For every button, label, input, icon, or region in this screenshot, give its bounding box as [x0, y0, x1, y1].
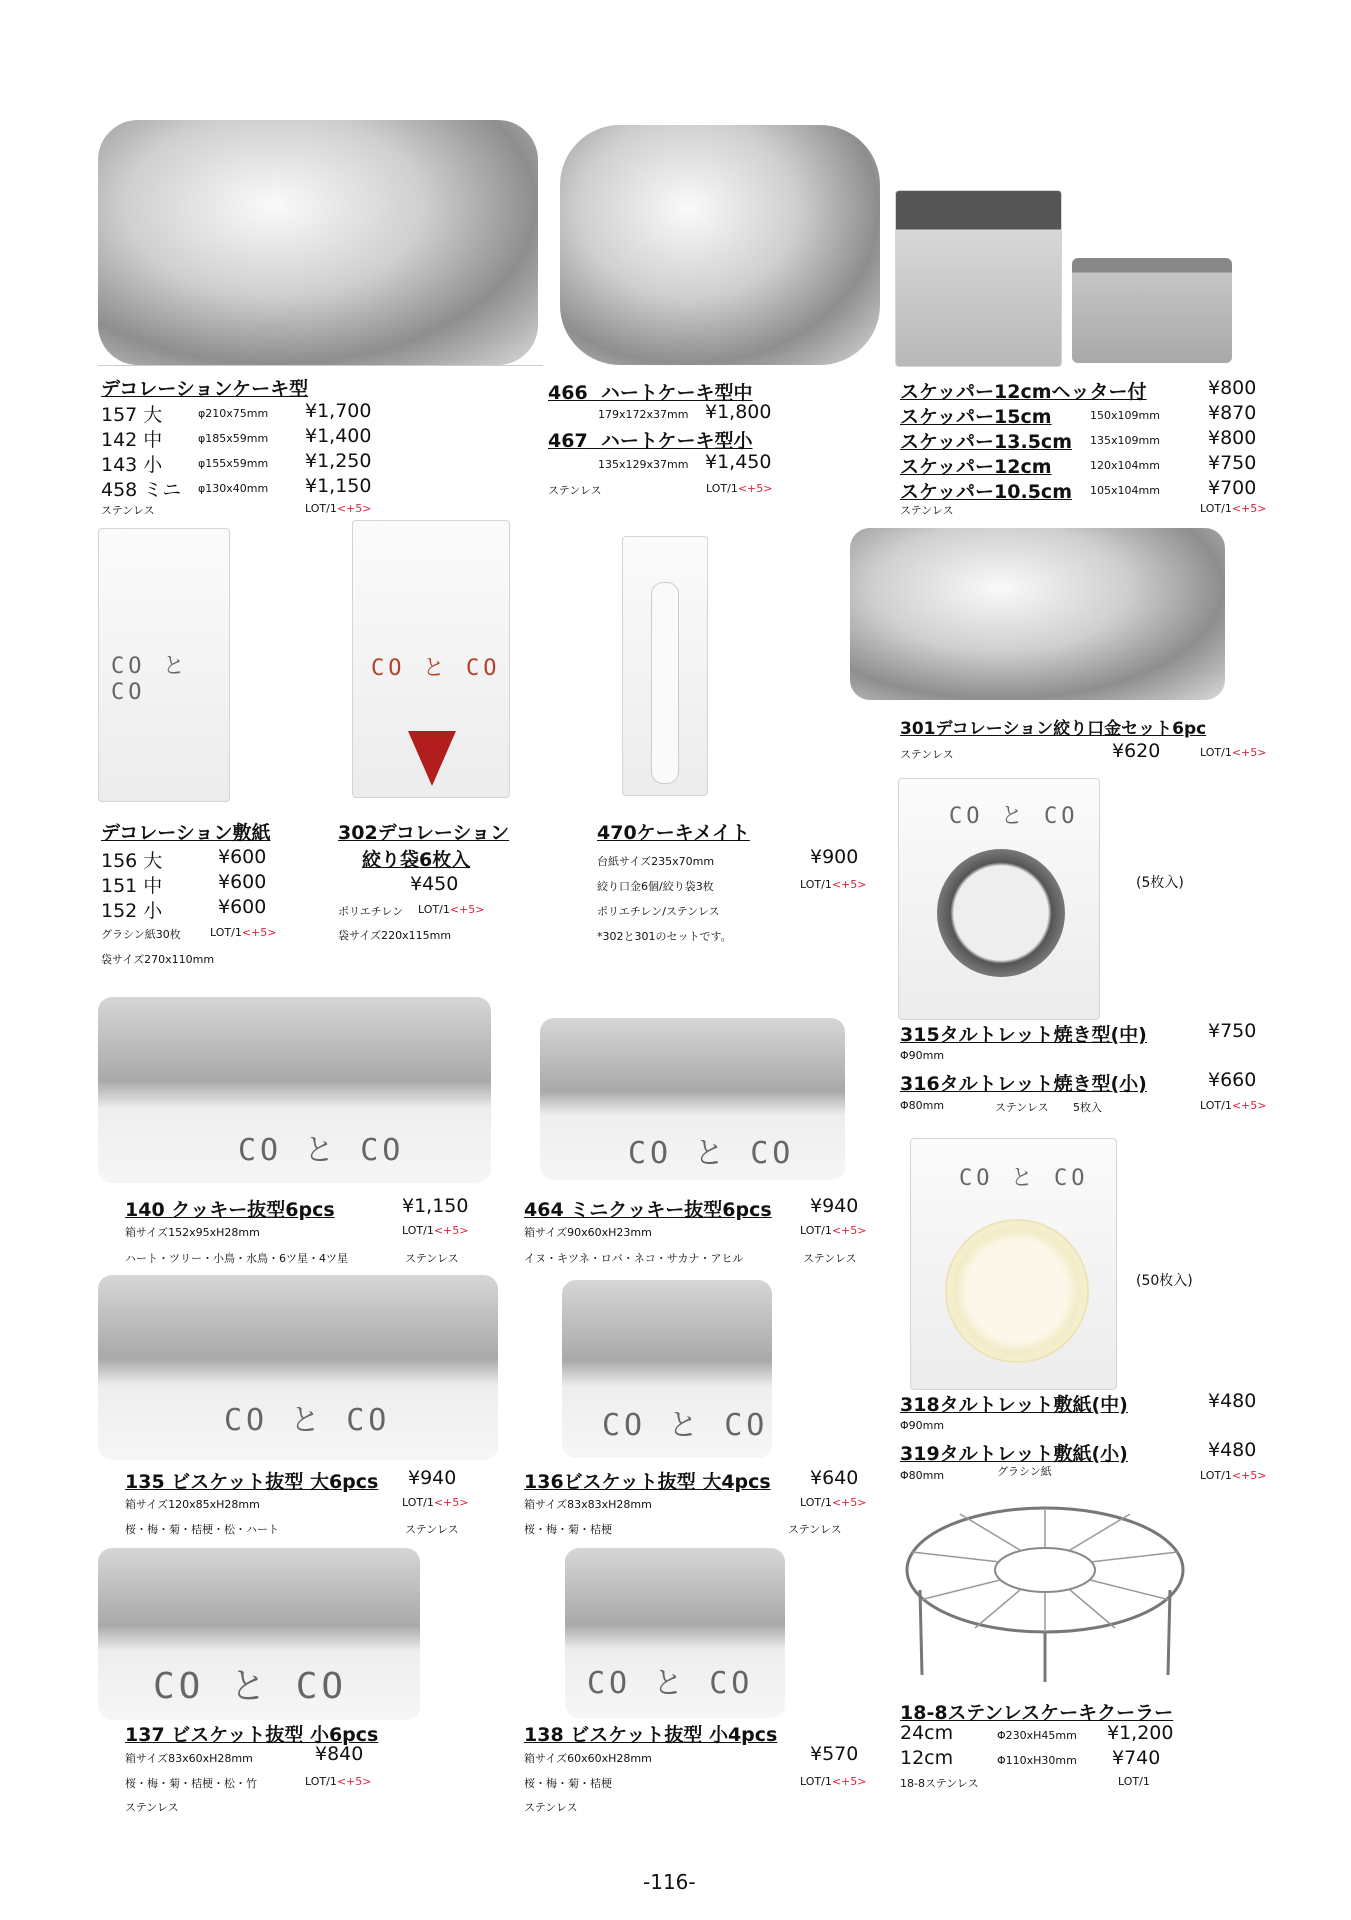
piping-bag-material: ポリエチレン [338, 905, 404, 918]
page-number: -116- [643, 1870, 696, 1894]
decoration-cake-price-2: ¥1,250 [305, 450, 372, 472]
heart-cake-size-1: 135x129x37mm [598, 458, 689, 471]
scraper-price-1: ¥870 [1208, 402, 1257, 424]
cake-mate-line4: *302と301のセットです。 [597, 930, 732, 943]
cooler-price-0: ¥1,200 [1107, 1722, 1174, 1744]
biscuit138-title: 138 ビスケット抜型 小4pcs [524, 1724, 778, 1746]
biscuit138-lot: LOT/1<+5> [800, 1775, 867, 1788]
sheet-note1: グラシン紙30枚 [101, 928, 181, 941]
cake-mate-line1: 台紙サイズ235x70mm [597, 855, 715, 868]
nozzle-set-lot: LOT/1<+5> [1200, 746, 1267, 759]
decoration-cake-size-3: φ130x40mm [198, 482, 269, 495]
sheet-code-0: 156 大 [101, 850, 163, 872]
biscuit135-box-photo [98, 1275, 498, 1460]
heart-cake-price-0: ¥1,800 [705, 401, 772, 423]
biscuit137-shapes: 桜・梅・菊・桔梗・松・竹 [125, 1777, 257, 1790]
tartlet-paper-ring [945, 1219, 1089, 1363]
biscuit136-lot: LOT/1<+5> [800, 1496, 867, 1509]
tartlet-mold-price-1: ¥660 [1208, 1069, 1257, 1091]
cookie140-title: 140 クッキー抜型6pcs [125, 1199, 335, 1221]
decoration-cake-code-1: 142 中 [101, 429, 163, 451]
sheet-price-1: ¥600 [218, 871, 267, 893]
cookie464-title: 464 ミニクッキー抜型6pcs [524, 1199, 772, 1221]
biscuit136-material: ステンレス [788, 1523, 842, 1536]
scraper-size-3: 120x104mm [1090, 459, 1160, 472]
decoration-cake-material: ステンレス [101, 504, 155, 517]
sheet-price-2: ¥600 [218, 896, 267, 918]
biscuit137-box-photo [98, 1548, 420, 1720]
cooler-material: 18-8ステンレス [900, 1777, 979, 1790]
heart-cake-price-1: ¥1,450 [705, 451, 772, 473]
cake-ring-photo [98, 120, 538, 365]
scraper-size-1: 150x109mm [1090, 409, 1160, 422]
cooler-dim-1: Φ110xH30mm [997, 1754, 1077, 1767]
cooler-dim-0: Φ230xH45mm [997, 1729, 1077, 1742]
biscuit135-price: ¥940 [408, 1467, 457, 1489]
cake-mate-price: ¥900 [810, 846, 859, 868]
scraper-price-4: ¥700 [1208, 477, 1257, 499]
tartlet-paper-package-photo [910, 1138, 1117, 1390]
biscuit138-size: 箱サイズ60x60xH28mm [524, 1752, 652, 1765]
piping-bag-price: ¥450 [410, 873, 459, 895]
cookie140-size: 箱サイズ152x95xH28mm [125, 1226, 260, 1239]
brand-logo: CO と CO [371, 656, 501, 681]
nozzle-set-price: ¥620 [1112, 740, 1161, 762]
brand-logo: CO と CO [628, 1136, 795, 1171]
cookie464-box-photo [540, 1018, 845, 1180]
tartlet-mold-size-0: Φ90mm [900, 1049, 945, 1062]
decoration-sheet-package-photo [98, 528, 230, 802]
cookie140-box-photo [98, 997, 491, 1183]
cake-mate-tube [651, 582, 679, 784]
heart-cake-lot: LOT/1<+5> [706, 482, 773, 495]
biscuit135-size: 箱サイズ120x85xH28mm [125, 1498, 260, 1511]
decoration-cake-size-0: φ210x75mm [198, 407, 269, 420]
piping-bag-triangle [408, 731, 456, 786]
tartlet-paper-name-0: 318タルトレット敷紙(中) [900, 1394, 1128, 1416]
tartlet-mold-material: ステンレス [995, 1101, 1049, 1114]
sheet-code-2: 152 小 [101, 900, 163, 922]
cake-cooler-photo [900, 1500, 1190, 1685]
biscuit137-lot: LOT/1<+5> [305, 1775, 372, 1788]
tartlet-mold-size-1: Φ80mm [900, 1099, 945, 1112]
tartlet-mold-count: 5枚入 [1073, 1101, 1102, 1114]
biscuit137-size: 箱サイズ83x60xH28mm [125, 1752, 253, 1765]
heart-cake-title-1: 467 ハートケーキ型小 [548, 430, 753, 452]
brand-logo: CO と CO [959, 1166, 1089, 1191]
cookie140-price: ¥1,150 [402, 1195, 469, 1217]
tartlet-mold-package-photo [898, 778, 1100, 1020]
cookie464-material: ステンレス [803, 1252, 857, 1265]
decoration-cake-price-0: ¥1,700 [305, 400, 372, 422]
brand-logo: CO と CO [949, 804, 1079, 829]
cooler-lot: LOT/1 [1118, 1775, 1150, 1788]
tartlet-paper-name-1: 319タルトレット敷紙(小) [900, 1443, 1128, 1465]
biscuit137-price: ¥840 [315, 1743, 364, 1765]
scraper-lot: LOT/1<+5> [1200, 502, 1267, 515]
cake-mate-lot: LOT/1<+5> [800, 878, 867, 891]
sheet-code-1: 151 中 [101, 875, 163, 897]
biscuit138-box-photo [565, 1548, 785, 1718]
scraper-name-3: スケッパー12cm [900, 456, 1052, 478]
scraper-price-0: ¥800 [1208, 377, 1257, 399]
biscuit135-title: 135 ビスケット抜型 大6pcs [125, 1471, 379, 1493]
tartlet-paper-price-1: ¥480 [1208, 1439, 1257, 1461]
scraper-price-3: ¥750 [1208, 452, 1257, 474]
scraper-package-photo [895, 190, 1062, 367]
cooler-price-1: ¥740 [1112, 1747, 1161, 1769]
decoration-cake-price-1: ¥1,400 [305, 425, 372, 447]
tartlet-paper-size-0: Φ90mm [900, 1419, 945, 1432]
biscuit136-price: ¥640 [810, 1467, 859, 1489]
decoration-cake-code-2: 143 小 [101, 454, 163, 476]
cake-mate-package-photo [622, 536, 708, 796]
nozzle-set-title: 301デコレーション絞り口金セット6pc [900, 719, 1207, 739]
brand-logo: CO と CO [224, 1403, 391, 1438]
tartlet-paper-material: グラシン紙 [997, 1465, 1052, 1478]
biscuit136-title: 136ビスケット抜型 大4pcs [524, 1471, 771, 1493]
photo-divider [98, 365, 543, 366]
cookie464-lot: LOT/1<+5> [800, 1224, 867, 1237]
cake-mate-title: 470ケーキメイト [597, 822, 750, 844]
tartlet-mold-name-0: 315タルトレット焼き型(中) [900, 1024, 1147, 1046]
decoration-cake-size-2: φ155x59mm [198, 457, 269, 470]
heart-cake-photo [560, 125, 880, 365]
cookie140-lot: LOT/1<+5> [402, 1224, 469, 1237]
scraper-size-2: 135x109mm [1090, 434, 1160, 447]
cake-mate-line3: ポリエチレン/ステンレス [597, 905, 720, 918]
cooler-size-0: 24cm [900, 1722, 954, 1744]
scraper-name-2: スケッパー13.5cm [900, 431, 1072, 453]
brand-logo: CO と CO [153, 1666, 348, 1707]
scraper-name-1: スケッパー15cm [900, 406, 1052, 428]
biscuit137-title: 137 ビスケット抜型 小6pcs [125, 1724, 379, 1746]
nozzle-set-photo [850, 528, 1225, 700]
biscuit138-price: ¥570 [810, 1743, 859, 1765]
tartlet-mold-lot: LOT/1<+5> [1200, 1099, 1267, 1112]
brand-logo: CO と CO [238, 1133, 405, 1168]
cooler-title: 18-8ステンレスケーキクーラー [900, 1702, 1174, 1724]
biscuit136-box-photo [562, 1280, 772, 1458]
biscuit138-material: ステンレス [524, 1801, 578, 1814]
cookie464-price: ¥940 [810, 1195, 859, 1217]
decoration-cake-lot: LOT/1<+5> [305, 502, 372, 515]
tartlet-mold-price-0: ¥750 [1208, 1020, 1257, 1042]
scraper-photo [1072, 258, 1232, 363]
cookie140-material: ステンレス [405, 1252, 459, 1265]
cookie140-shapes: ハート・ツリー・小鳥・水鳥・6ツ星・4ツ星 [125, 1252, 348, 1265]
sheet-price-0: ¥600 [218, 846, 267, 868]
piping-bag-lot: LOT/1<+5> [418, 903, 485, 916]
piping-bag-title2: 絞り袋6枚入 [362, 849, 471, 871]
decoration-cake-code-3: 458 ミニ [101, 479, 182, 501]
cake-mate-line2: 絞り口金6個/絞り袋3枚 [597, 880, 714, 893]
cookie464-size: 箱サイズ90x60xH23mm [524, 1226, 652, 1239]
biscuit137-material: ステンレス [125, 1801, 179, 1814]
piping-bag-title1: 302デコレーション [338, 822, 510, 844]
tartlet-paper-count-note: (50枚入) [1136, 1273, 1193, 1289]
decoration-cake-code-0: 157 大 [101, 404, 163, 426]
tartlet-mold-count-note: (5枚入) [1136, 875, 1184, 891]
decoration-cake-price-3: ¥1,150 [305, 475, 372, 497]
nozzle-set-material: ステンレス [900, 748, 954, 761]
tartlet-mold-ring [937, 849, 1065, 977]
biscuit136-size: 箱サイズ83x83xH28mm [524, 1498, 652, 1511]
scraper-price-2: ¥800 [1208, 427, 1257, 449]
biscuit135-material: ステンレス [405, 1523, 459, 1536]
tartlet-paper-size-1: Φ80mm [900, 1469, 945, 1482]
biscuit135-shapes: 桜・梅・菊・桔梗・松・ハート [125, 1523, 279, 1536]
biscuit135-lot: LOT/1<+5> [402, 1496, 469, 1509]
brand-logo: CO と CO [111, 654, 189, 705]
biscuit138-shapes: 桜・梅・菊・桔梗 [524, 1777, 612, 1790]
piping-bag-size: 袋サイズ220x115mm [338, 929, 452, 942]
scraper-material: ステンレス [900, 504, 954, 517]
scraper-size-4: 105x104mm [1090, 484, 1160, 497]
scraper-name-4: スケッパー10.5cm [900, 481, 1072, 503]
tartlet-mold-name-1: 316タルトレット焼き型(小) [900, 1073, 1147, 1095]
scraper-name-0: スケッパー12cmヘッター付 [900, 381, 1147, 403]
cooler-size-1: 12cm [900, 1747, 954, 1769]
heart-cake-size-0: 179x172x37mm [598, 408, 689, 421]
brand-logo: CO と CO [587, 1666, 754, 1701]
cookie464-shapes: イヌ・キツネ・ロバ・ネコ・サカナ・アヒル [524, 1252, 744, 1265]
heart-cake-title-0: 466 ハートケーキ型中 [548, 382, 753, 404]
decoration-cake-title: デコレーションケーキ型 [101, 378, 309, 400]
decoration-cake-size-1: φ185x59mm [198, 432, 269, 445]
tartlet-paper-price-0: ¥480 [1208, 1390, 1257, 1412]
sheet-lot: LOT/1<+5> [210, 926, 277, 939]
piping-bag-package-photo [352, 520, 510, 798]
sheet-title: デコレーション敷紙 [101, 822, 271, 844]
biscuit136-shapes: 桜・梅・菊・桔梗 [524, 1523, 612, 1536]
brand-logo: CO と CO [602, 1408, 769, 1443]
tartlet-paper-lot: LOT/1<+5> [1200, 1469, 1267, 1482]
sheet-note2: 袋サイズ270x110mm [101, 953, 215, 966]
heart-cake-material: ステンレス [548, 484, 602, 497]
